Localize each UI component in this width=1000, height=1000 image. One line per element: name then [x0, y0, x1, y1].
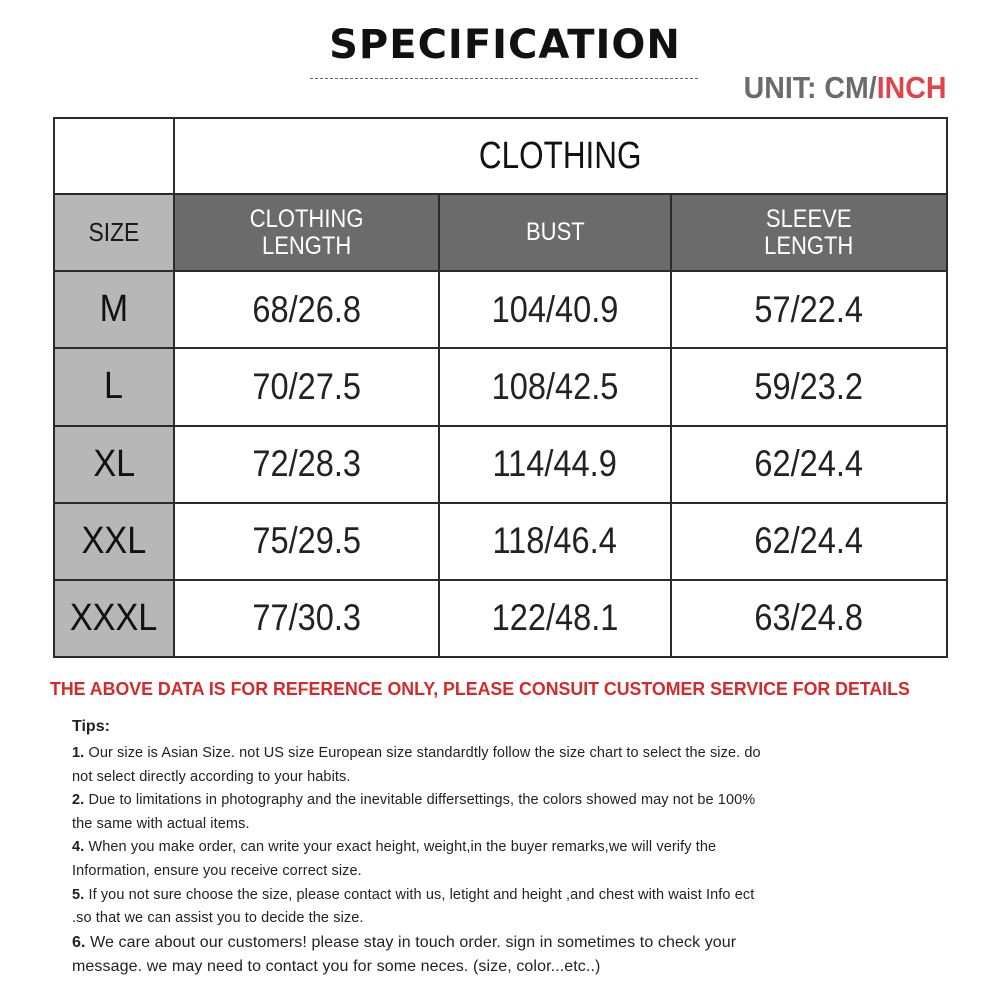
- tip-number: 5.: [72, 886, 85, 903]
- value-text: 59/23.2: [754, 365, 864, 407]
- value-cell: [439, 503, 671, 580]
- value-text: 114/44.9: [492, 443, 618, 485]
- tip-line: [72, 789, 862, 813]
- size-column-header: [54, 194, 174, 271]
- tip-number: 2.: [72, 792, 85, 809]
- table-row: [54, 503, 947, 580]
- value-text: 70/27.5: [252, 365, 361, 407]
- tip-number: 6.: [72, 933, 86, 951]
- value-cell: [671, 348, 947, 425]
- size-label: M: [99, 288, 129, 331]
- table-row: [54, 348, 947, 425]
- column-header-clothing-length: [174, 194, 439, 271]
- size-chart-table: [53, 117, 948, 658]
- tip-number: 1.: [72, 745, 85, 761]
- tip-line: the same with actual items.: [72, 815, 250, 832]
- value-cell: [174, 580, 439, 657]
- table-row: [54, 580, 947, 657]
- column-header-bust: [439, 194, 671, 271]
- value-cell: [174, 426, 439, 503]
- tip-line: message. we may need to contact you for some neces. (size, color...etc..): [72, 957, 601, 975]
- page-title: SPECIFICATION: [329, 22, 681, 68]
- tip-line: [72, 836, 862, 860]
- value-text: 75/29.5: [252, 520, 361, 562]
- size-cell: [54, 503, 174, 580]
- tip-line: [72, 884, 862, 908]
- value-cell: [439, 426, 671, 503]
- title-divider: [310, 78, 698, 79]
- tip-line: .so that we can assist you to decide the size.: [72, 910, 364, 927]
- size-column-header-label: SIZE: [88, 217, 140, 248]
- table-row: [54, 271, 947, 348]
- value-cell: [671, 580, 947, 657]
- tip-text: When you make order, can write your exact height, weight,in the buyer remarks,we will verify the: [88, 839, 717, 856]
- table-row: [54, 426, 947, 503]
- value-cell: [174, 271, 439, 348]
- tips-title: Tips:: [72, 718, 110, 735]
- size-label: XXXL: [70, 596, 158, 639]
- size-cell: [54, 580, 174, 657]
- size-label: XL: [93, 442, 135, 485]
- value-text: 57/22.4: [754, 288, 864, 330]
- value-cell: [671, 271, 947, 348]
- tip-line: not select directly according to your habits.: [72, 768, 351, 785]
- value-text: 63/24.8: [754, 597, 864, 639]
- size-cell: [54, 426, 174, 503]
- clothing-group-label: CLOTHING: [479, 134, 642, 177]
- tip-item: [72, 931, 862, 979]
- tip-text: If you not sure choose the size, please contact with us, letight and height ,and chest with waist Info ect: [88, 886, 755, 903]
- size-label: L: [104, 365, 124, 408]
- tip-item: [72, 742, 862, 789]
- column-header-label: BUST: [525, 218, 585, 247]
- tip-item: [72, 884, 862, 931]
- column-header-label: SLEEVE LENGTH: [764, 204, 854, 260]
- column-header-label: CLOTHING LENGTH: [249, 204, 364, 260]
- value-cell: [671, 503, 947, 580]
- tip-item: [72, 789, 862, 836]
- empty-corner-cell: [54, 118, 174, 194]
- table-header-row: [54, 194, 947, 271]
- value-text: 108/42.5: [491, 365, 619, 407]
- value-text: 118/46.4: [492, 520, 618, 562]
- value-cell: [439, 271, 671, 348]
- tip-line: Information, ensure you receive correct size.: [72, 862, 362, 879]
- unit-label-inch: INCH: [876, 70, 946, 105]
- value-cell: [439, 580, 671, 657]
- value-text: 62/24.4: [754, 520, 864, 562]
- tip-line: [72, 742, 862, 766]
- tip-text: Our size is Asian Size. not US size European size standardtly follow the size chart to select the size. do: [88, 745, 761, 761]
- size-label: XXL: [81, 519, 147, 562]
- tip-number: 4.: [72, 839, 85, 856]
- value-cell: [671, 426, 947, 503]
- unit-label: [743, 70, 946, 106]
- tip-text: Due to limitations in photography and the inevitable differsettings, the colors showed may not be 100%: [88, 792, 756, 809]
- value-cell: [439, 348, 671, 425]
- value-cell: [174, 348, 439, 425]
- column-header-sleeve-length: [671, 194, 947, 271]
- table-group-row: [54, 118, 947, 194]
- value-text: 62/24.4: [754, 443, 864, 485]
- tip-item: [72, 836, 862, 883]
- disclaimer-text: THE ABOVE DATA IS FOR REFERENCE ONLY, PLEASE CONSUIT CUSTOMER SERVICE FOR DETAILS: [50, 678, 910, 699]
- unit-label-cm: UNIT: CM/: [743, 70, 877, 105]
- value-text: 104/40.9: [491, 288, 619, 330]
- value-text: 77/30.3: [252, 597, 361, 639]
- size-cell: [54, 271, 174, 348]
- tip-text: We care about our customers! please stay in touch order. sign in sometimes to check your: [90, 933, 737, 951]
- clothing-group-header: [213, 118, 909, 194]
- size-cell: [54, 348, 174, 425]
- tip-line: [72, 931, 862, 955]
- value-cell: [174, 503, 439, 580]
- value-text: 122/48.1: [491, 597, 619, 639]
- value-text: 68/26.8: [252, 288, 361, 330]
- value-text: 72/28.3: [252, 443, 361, 485]
- tips-section: [72, 718, 862, 979]
